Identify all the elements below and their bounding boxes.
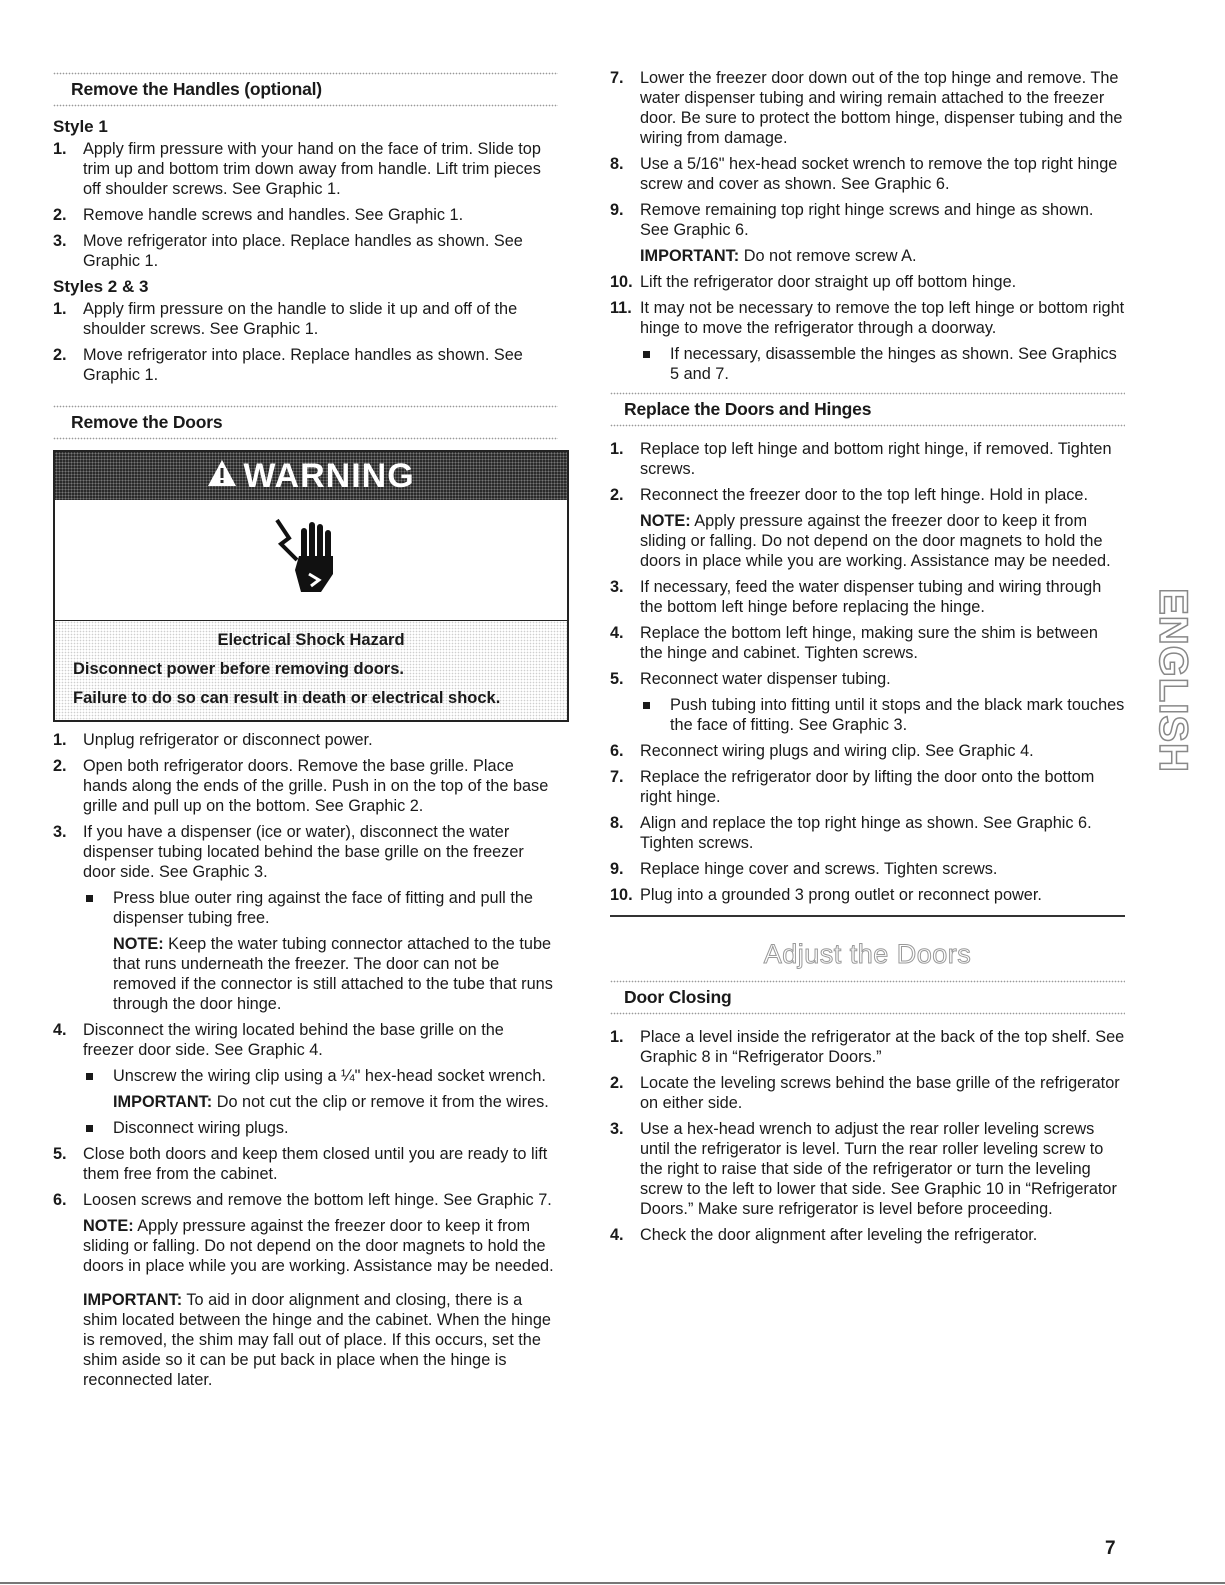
list-item: 3. Use a hex-head wrench to adjust the rear roller leveling screws until the refrigerator is level. Turn the rear roller leveling screw to the right to raise that side of the refrigerator or turn the leveling screw to the left to lower that side. See Graphic 10 in “Refrigerator Doors.” Make sure refrigerator is level before proceeding. xyxy=(610,1119,1117,1218)
warning-line: Failure to do so can result in death or electrical shock. xyxy=(73,689,501,707)
list-item: 4. Replace the bottom left hinge, making sure the shim is between the hinge and cabinet. Tighten screws. xyxy=(610,624,1098,662)
list-item: 2. Open both refrigerator doors. Remove the base grille. Place hands along the ends of the grille. Push in on the top of the base grille and pull up on the bottom. See Graphic 2. xyxy=(53,757,549,815)
section-title-adjust-doors: Adjust the Doors xyxy=(763,938,972,969)
section-rule xyxy=(610,980,1125,983)
list-item: 1. Apply firm pressure with your hand on the face of trim. Slide top trim up and bottom trim down away from handle. Lift trim pieces off shoulder screws. See Graphic 1. xyxy=(53,140,541,198)
list-item: 5. Reconnect water dispenser tubing. Push tubing into fitting until it stops and the black mark touches the face of fitting. See Graphic 3. xyxy=(610,670,1125,734)
list-item: 6. Loosen screws and remove the bottom left hinge. See Graphic 7. NOTE: Apply pressure against the freezer door to keep it from sliding or falling. Do not depend on the door magnets to hold the doors in place while you are working. Assistance may be needed. IMPORTANT: To aid in door alignment and closing, there is a shim located between the hinge and the cabinet. When the hinge is removed, the shim may fall out of place. If this occurs, set the shim aside so it can be put back in place when the hinge is reconnected later. xyxy=(53,1191,554,1389)
list-item: 8. Align and replace the top right hinge as shown. See Graphic 6. Tighten screws. xyxy=(610,814,1092,852)
page-number: 7 xyxy=(1105,1538,1116,1559)
list-item: 2. Locate the leveling screws behind the base grille of the refrigerator on either side. xyxy=(610,1073,1120,1112)
bullet-item: Push tubing into fitting until it stops and the black mark touches the face of fitting. See Graphic 3. xyxy=(640,695,1125,735)
section-title-remove-doors: Remove the Doors xyxy=(71,412,223,432)
left-column xyxy=(53,72,558,1396)
section-rule xyxy=(53,72,558,75)
list-item: 9. Replace hinge cover and screws. Tighten screws. xyxy=(610,860,998,878)
bullet-item: Unscrew the wiring clip using a ¼" hex-head socket wrench. IMPORTANT: Do not cut the clip or remove it from the wires. xyxy=(83,1066,558,1112)
section-rule xyxy=(610,424,1125,427)
list-item: 10. Lift the refrigerator door straight up off bottom hinge. xyxy=(610,273,1017,291)
list-item: 6. Reconnect wiring plugs and wiring clip. See Graphic 4. xyxy=(610,742,1034,760)
list-item: 1. Replace top left hinge and bottom right hinge, if removed. Tighten screws. xyxy=(610,440,1112,478)
list-item: 8. Use a 5/16" hex-head socket wrench to remove the top right hinge screw and cover as shown. See Graphic 6. xyxy=(610,155,1118,193)
list-item: 2. Reconnect the freezer door to the top left hinge. Hold in place. NOTE: Apply pressure against the freezer door to keep it from sliding or falling. Do not depend on the door magnets to hold the doors in place while you are working. Assistance may be needed. xyxy=(610,486,1111,570)
bullet-item: If necessary, disassemble the hinges as shown. See Graphics 5 and 7. xyxy=(640,344,1125,384)
bullet-item: Press blue outer ring against the face of fitting and pull the dispenser tubing free. NOTE: Keep the water tubing connector attached to the tube that runs underneath the freezer. The door can not be removed if the connector is still attached to the tube that runs through the door hinge. xyxy=(83,888,558,1014)
warning-text xyxy=(55,621,567,720)
list-item: 4. Check the door alignment after leveling the refrigerator. xyxy=(610,1225,1038,1244)
list-item: 3. If necessary, feed the water dispenser tubing and wiring through the bottom left hinge before replacing the hinge. xyxy=(610,578,1102,616)
list-item: 5. Close both doors and keep them closed until you are ready to lift them free from the cabinet. xyxy=(53,1145,548,1183)
electric-shock-icon xyxy=(271,510,351,610)
hazard-title: Electrical Shock Hazard xyxy=(217,631,405,649)
list-item: 1. Place a level inside the refrigerator at the back of the top shelf. See Graphic 8 in “Refrigerator Doors.” xyxy=(610,1027,1125,1066)
list-item: 4. Disconnect the wiring located behind the base grille on the freezer door side. See Graphic 4. Unscrew the wiring clip using a ¼" hex-head socket wrench. IMPORTANT: Do not cut the clip or remove it from the wires. Disconnect wiring plugs. xyxy=(53,1020,558,1138)
section-rule xyxy=(610,1012,1125,1015)
list-item: 9. Remove remaining top right hinge screws and hinge as shown. See Graphic 6. IMPORTANT: Do not remove screw A. xyxy=(610,201,1094,265)
bullet-item: Disconnect wiring plugs. xyxy=(83,1118,558,1138)
section-rule xyxy=(53,437,558,440)
list-item: 7. Lower the freezer door down out of the top hinge and remove. The water dispenser tubing and wiring remain attached to the freezer door. Be sure to protect the bottom hinge, dispenser tubing and the wiring from damage. xyxy=(610,69,1123,147)
section-title-handles: Remove the Handles (optional) xyxy=(71,79,322,99)
list-item: 10. Plug into a grounded 3 prong outlet or reconnect power. xyxy=(610,886,1042,904)
warning-box xyxy=(53,450,569,722)
list-item: 1. Apply firm pressure on the handle to slide it up and off of the shoulder screws. See Graphic 1. xyxy=(53,300,518,338)
list-item: 3. Move refrigerator into place. Replace handles as shown. See Graphic 1. xyxy=(53,232,523,270)
right-column xyxy=(610,68,1125,1251)
page-bottom-rule xyxy=(0,1582,1225,1584)
section-divider xyxy=(610,915,1125,917)
section-title-door-closing: Door Closing xyxy=(624,986,732,1007)
language-side-tab: ENGLISH xyxy=(1150,587,1195,773)
section-rule xyxy=(53,405,558,408)
section-rule xyxy=(53,104,558,107)
list-item: 3. If you have a dispenser (ice or water), disconnect the water dispenser tubing located behind the base grille on the freezer door side. See Graphic 3. Press blue outer ring against the face of fitting and pull the dispenser tubing free. NOTE: Keep the water tubing connector attached to the tube that runs underneath the freezer. The door can not be removed if the connector is still attached to the tube that runs through the door hinge. xyxy=(53,822,558,1014)
warning-triangle-icon xyxy=(207,457,237,496)
warning-label: WARNING xyxy=(243,456,415,495)
subheading-style-1: Style 1 xyxy=(53,117,108,136)
list-item: 7. Replace the refrigerator door by lifting the door onto the bottom right hinge. xyxy=(610,768,1095,806)
section-rule xyxy=(610,392,1125,395)
warning-header xyxy=(55,452,567,500)
section-title-replace-doors: Replace the Doors and Hinges xyxy=(624,399,872,419)
list-item: 2. Remove handle screws and handles. See Graphic 1. xyxy=(53,206,464,224)
shock-hazard-area xyxy=(55,500,567,621)
list-item: 11. It may not be necessary to remove the top left hinge or bottom right hinge to move the refrigerator through a doorway. If necessary, disassemble the hinges as shown. See Graphics 5 and 7. xyxy=(610,299,1125,383)
subheading-styles-2-3: Styles 2 & 3 xyxy=(53,277,149,296)
warning-line: Disconnect power before removing doors. xyxy=(73,660,404,678)
list-item: 2. Move refrigerator into place. Replace handles as shown. See Graphic 1. xyxy=(53,346,523,384)
list-item: 1. Unplug refrigerator or disconnect power. xyxy=(53,731,373,749)
